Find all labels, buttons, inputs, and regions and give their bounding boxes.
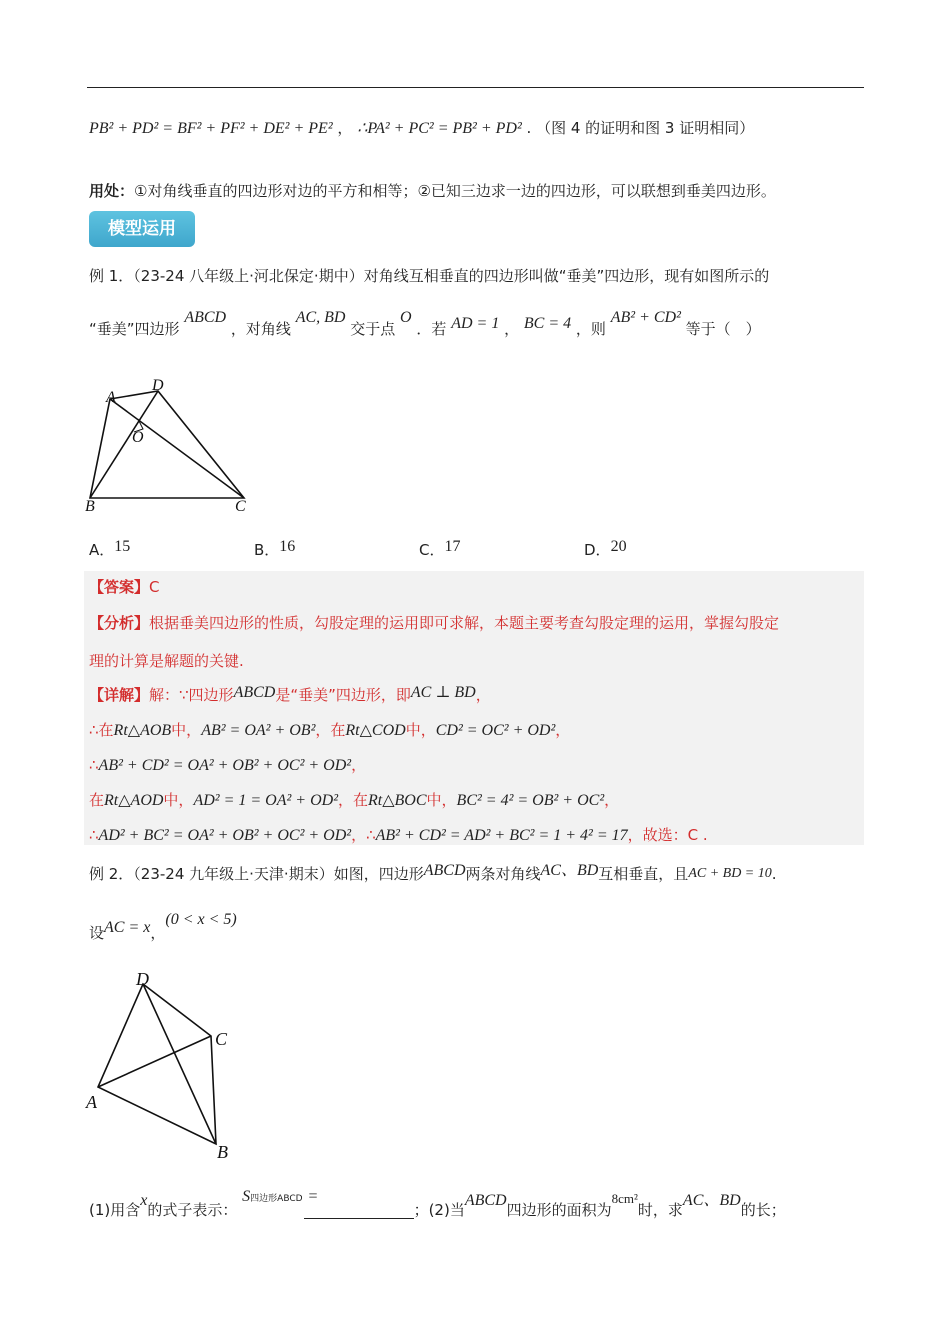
detail-line4: [89, 789, 619, 810]
ex1-line1: 例 1．（23-24 八年级上·河北保定·期中）对角线互相垂直的四边形叫做“垂美”四边形，现有如图所示的: [89, 267, 770, 285]
ex2-text: (1)用含: [89, 1201, 141, 1219]
ex2-question-line: [89, 1188, 786, 1220]
ex2-math: AC + BD = 10: [688, 866, 772, 881]
answer-line: [89, 576, 160, 597]
formula-sep: ，: [337, 119, 353, 137]
detail-text: 在: [89, 791, 105, 809]
option-value: 15: [114, 538, 131, 555]
ex1-label-a: A: [106, 389, 116, 406]
header-rule: [87, 87, 864, 88]
detail-text: 中，: [163, 791, 194, 809]
ex2-quad: [98, 984, 216, 1144]
ex1-math: AD = 1: [451, 315, 500, 332]
option-label: D．: [584, 541, 611, 559]
formula-right: ∴PA² + PC² = PB² + PD²: [357, 120, 522, 137]
detail-math: AB² + CD² = OA² + OB² + OC² + OD²: [98, 757, 352, 774]
detail-text: 中，: [405, 721, 436, 739]
ex1-text: 等于（ ）: [685, 320, 761, 338]
ex2-line2: [89, 911, 237, 943]
ex1-math: BC = 4: [523, 315, 572, 332]
detail-text: 是“垂美”四边形，即: [275, 686, 411, 704]
ex2-line1: [89, 861, 777, 884]
ex1-text: ，: [504, 320, 520, 338]
ex2-text: ；(2)当: [413, 1201, 465, 1219]
ex2-label-b: B: [217, 1142, 228, 1162]
answer-value: C: [149, 578, 160, 596]
ex1-quad: [90, 391, 244, 498]
detail-text: ，: [475, 686, 491, 704]
detail-math: CD² = OC² + OD²: [435, 722, 556, 739]
ex2-math: AC = x: [104, 919, 151, 936]
ex1-math: O: [400, 309, 412, 326]
formula-note: . （图 4 的证明和图 3 证明相同）: [526, 119, 755, 137]
analysis-line2: 理的计算是解题的关键.: [89, 652, 244, 670]
option-label: C．: [419, 541, 445, 559]
ex2-text: 互相垂直，且: [598, 865, 689, 883]
ex1-line2: [89, 309, 761, 339]
ex2-math: x: [140, 1192, 148, 1209]
ex2-label-d: D: [136, 969, 149, 989]
detail-line1: [89, 684, 491, 705]
detail-text: ，故选：C .: [627, 826, 708, 844]
analysis-label: 【分析】: [89, 614, 150, 632]
usage-label: 用处：: [89, 182, 135, 200]
top-formula-line: [89, 117, 754, 138]
option-label: A．: [89, 541, 115, 559]
detail-math: AD² + BC² = OA² + OB² + OC² + OD²: [98, 827, 352, 844]
detail-label: 【详解】: [89, 686, 150, 704]
detail-math: Rt△BOC: [368, 792, 427, 809]
option-c[interactable]: [419, 539, 460, 560]
ex1-label-b: B: [85, 498, 95, 515]
detail-math: AC ⊥ BD: [410, 684, 476, 701]
area-expression: [242, 1187, 317, 1205]
ex1-label-d: D: [152, 377, 164, 394]
detail-math: AB² = OA² + OB²: [201, 722, 316, 739]
detail-text: ∴在: [89, 721, 114, 739]
ex2-diag-ac: [98, 1036, 211, 1087]
detail-math: Rt△AOB: [113, 722, 172, 739]
ex1-label-o: O: [132, 429, 144, 446]
section-badge: 模型运用: [89, 211, 195, 247]
ex2-figure: [80, 965, 250, 1165]
answer-label: 【答案】: [89, 578, 150, 596]
detail-math: BC² = 4² = OB² + OC²: [456, 792, 605, 809]
ex2-label-c: C: [215, 1029, 228, 1049]
ex2-text: 的长；: [740, 1201, 786, 1219]
detail-text: 解：∵四边形: [149, 686, 234, 704]
analysis-text: 根据垂美四边形的性质，勾股定理的运用即可求解，本题主要考查勾股定理的运用，掌握勾股定: [149, 614, 780, 632]
ex2-math: S: [242, 1188, 251, 1205]
detail-math: Rt△AOD: [104, 792, 164, 809]
detail-line5: [89, 824, 708, 845]
option-d[interactable]: [584, 539, 627, 560]
ex2-math: =: [308, 1188, 318, 1205]
detail-math: ABCD: [233, 684, 276, 701]
option-value: 17: [444, 538, 461, 555]
ex1-text: ，则: [575, 320, 606, 338]
ex1-math: AB² + CD²: [610, 309, 681, 326]
analysis-line1: [89, 612, 779, 633]
ex1-math: AC, BD: [295, 309, 346, 326]
formula-left: PB² + PD² = BF² + PF² + DE² + PE²: [89, 120, 333, 137]
option-b[interactable]: [254, 539, 295, 560]
ex2-text: 例 2．（23-24 九年级上·天津·期末）如图，四边形: [89, 865, 424, 883]
ex1-figure: [80, 375, 260, 515]
detail-text: ，∴: [351, 826, 376, 844]
ex2-math: ABCD: [423, 862, 466, 879]
detail-text: ∴: [89, 756, 99, 774]
detail-text: ，: [351, 756, 367, 774]
ex2-math: ABCD: [464, 1192, 507, 1209]
detail-line2: [89, 719, 570, 740]
ex2-math: 四边形ABCD: [250, 1194, 303, 1204]
answer-blank[interactable]: [304, 1218, 414, 1219]
ex2-math: (0 < x < 5): [165, 911, 237, 928]
ex2-math: AC、BD: [540, 862, 599, 879]
ex2-diag-bd: [143, 984, 216, 1144]
detail-math: AB² + CD² = AD² + BC² = 1 + 4² = 17: [375, 827, 628, 844]
detail-math: Rt△COD: [345, 722, 406, 739]
ex2-text: 两条对角线: [465, 865, 541, 883]
option-a[interactable]: [89, 539, 130, 560]
ex2-text: ，: [150, 924, 166, 942]
ex2-math: AC、BD: [682, 1192, 741, 1209]
detail-text: 中，: [426, 791, 457, 809]
ex2-text: 的式子表示：: [147, 1201, 238, 1219]
detail-text: ，: [604, 791, 620, 809]
ex2-text: 设: [89, 924, 105, 942]
ex1-math: ABCD: [184, 309, 227, 326]
detail-line3: [89, 754, 366, 775]
ex2-math: 8cm²: [611, 1191, 638, 1206]
usage-text: ①对角线垂直的四边形对边的平方和相等；②已知三边求一边的四边形，可以联想到垂美四边形。: [134, 182, 776, 200]
detail-text: ，在: [337, 791, 368, 809]
detail-text: ，在: [315, 721, 346, 739]
detail-text: ∴: [89, 826, 99, 844]
ex1-text: ，对角线: [230, 320, 291, 338]
ex2-text: .: [771, 865, 777, 883]
option-value: 16: [279, 538, 296, 555]
ex1-text: “垂美”四边形: [89, 320, 180, 338]
option-label: B．: [254, 541, 280, 559]
detail-text: ，: [555, 721, 571, 739]
detail-math: AD² = 1 = OA² + OD²: [193, 792, 338, 809]
ex2-text: 四边形的面积为: [506, 1201, 612, 1219]
option-value: 20: [610, 538, 627, 555]
ex1-text: 交于点: [350, 320, 396, 338]
ex1-text: ．若: [416, 320, 447, 338]
usage-line: [89, 180, 776, 201]
ex2-label-a: A: [86, 1092, 97, 1112]
detail-text: 中，: [171, 721, 202, 739]
ex1-label-c: C: [235, 498, 246, 515]
ex2-text: 时，求: [637, 1201, 683, 1219]
